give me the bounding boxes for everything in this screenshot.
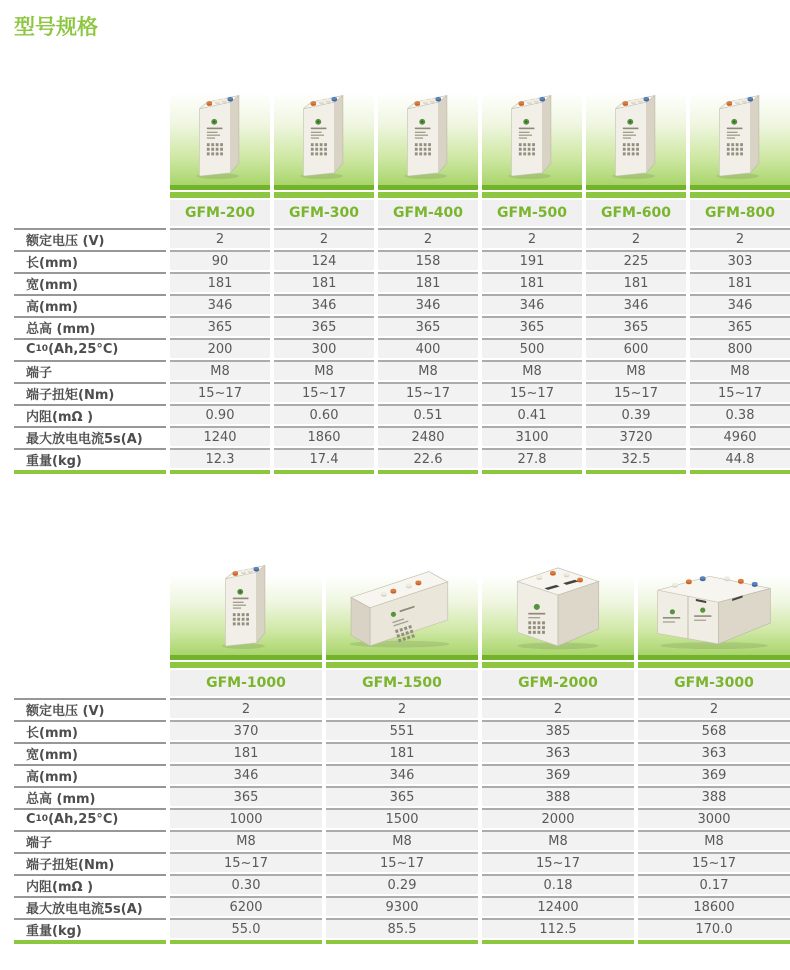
model-name: GFM-500	[482, 200, 582, 226]
cell-value: 365	[170, 316, 270, 336]
cell-value: 181	[586, 272, 686, 292]
cell-value: 363	[482, 742, 634, 762]
cell-value: 1500	[326, 808, 478, 828]
cell-value: 0.18	[482, 874, 634, 894]
battery-row	[14, 56, 790, 190]
cell-value: 346	[482, 294, 582, 314]
cell-value: 2	[170, 228, 270, 248]
cell-value: 2	[378, 228, 478, 248]
cell-value: 22.6	[378, 448, 478, 468]
cell-value: 181	[274, 272, 374, 292]
spec-table-2	[14, 542, 790, 944]
battery-backdrop-strip	[638, 655, 790, 660]
bottom-bar	[378, 470, 478, 474]
battery-image-gfm-600	[586, 56, 686, 190]
cell-value: 0.60	[274, 404, 374, 424]
bottom-bar	[482, 940, 634, 944]
battery-image-gfm-3000	[638, 542, 790, 660]
cell-value: 370	[170, 720, 322, 740]
cell-value: 6200	[170, 896, 322, 916]
row-label: 长(mm)	[14, 720, 166, 740]
row-label: C 10 (Ah,25°C)	[14, 808, 166, 828]
header-accent-bar	[326, 662, 478, 668]
cell-value: 365	[482, 316, 582, 336]
cell-value: 388	[482, 786, 634, 806]
cell-value: 365	[274, 316, 374, 336]
battery-backdrop-strip	[378, 185, 478, 190]
cell-value: 181	[326, 742, 478, 762]
cell-value: 3000	[638, 808, 790, 828]
row-label: 总高 (mm)	[14, 316, 166, 336]
row-label: 最大放电电流5s(A)	[14, 426, 166, 446]
model-name: GFM-400	[378, 200, 478, 226]
table-row	[14, 874, 790, 894]
cell-value: 15~17	[326, 852, 478, 872]
cell-value: 55.0	[170, 918, 322, 938]
table-row	[14, 360, 790, 380]
battery-image-gfm-1500	[326, 542, 478, 660]
cell-value: 800	[690, 338, 790, 358]
cell-value: 2	[690, 228, 790, 248]
cell-value: 365	[586, 316, 686, 336]
cell-value: 225	[586, 250, 686, 270]
cell-value: 2000	[482, 808, 634, 828]
battery-image-gfm-200	[170, 56, 270, 190]
cell-value: 0.51	[378, 404, 478, 424]
cell-value: 2	[586, 228, 686, 248]
cell-value: 500	[482, 338, 582, 358]
row-label: 长(mm)	[14, 250, 166, 270]
table-row	[14, 382, 790, 402]
table-bottom-bars	[14, 940, 790, 944]
cell-value: 181	[170, 742, 322, 762]
bottom-bar	[14, 470, 166, 474]
column-header-gfm-2000	[482, 662, 634, 696]
header-spacer	[14, 662, 166, 696]
cell-value: 346	[326, 764, 478, 784]
cell-value: 400	[378, 338, 478, 358]
cell-value: 600	[586, 338, 686, 358]
battery-backdrop-strip	[274, 185, 374, 190]
cell-value: 191	[482, 250, 582, 270]
cell-value: M8	[326, 830, 478, 850]
cell-value: 346	[586, 294, 686, 314]
battery-image-gfm-2000	[482, 542, 634, 660]
battery-backdrop-strip	[326, 655, 478, 660]
row-label: 端子	[14, 360, 166, 380]
header-accent-bar	[170, 192, 270, 198]
cell-value: 124	[274, 250, 374, 270]
cell-value: 3720	[586, 426, 686, 446]
cell-value: 18600	[638, 896, 790, 916]
battery-image-gfm-300	[274, 56, 374, 190]
cell-value: 90	[170, 250, 270, 270]
spec-table-1	[14, 56, 790, 474]
cell-value: 369	[638, 764, 790, 784]
cell-value: 0.29	[326, 874, 478, 894]
column-header-gfm-600	[586, 192, 686, 226]
model-header-row	[14, 662, 790, 696]
header-accent-bar	[690, 192, 790, 198]
cell-value: 346	[274, 294, 374, 314]
model-name: GFM-800	[690, 200, 790, 226]
cell-value: 365	[326, 786, 478, 806]
cell-value: M8	[378, 360, 478, 380]
table-row	[14, 852, 790, 872]
cell-value: 300	[274, 338, 374, 358]
cell-value: 15~17	[586, 382, 686, 402]
cell-value: 0.17	[638, 874, 790, 894]
battery-tall-icon	[399, 84, 457, 181]
battery-tall-icon	[191, 84, 249, 181]
model-name: GFM-2000	[482, 670, 634, 696]
cell-value: M8	[170, 830, 322, 850]
table-row	[14, 896, 790, 916]
bottom-bar	[170, 470, 270, 474]
row-label: 内阻(mΩ )	[14, 404, 166, 424]
model-name: GFM-1000	[170, 670, 322, 696]
cell-value: 200	[170, 338, 270, 358]
row-label: 端子扭矩(Nm)	[14, 852, 166, 872]
cell-value: 112.5	[482, 918, 634, 938]
model-name: GFM-200	[170, 200, 270, 226]
cell-value: 346	[170, 764, 322, 784]
cell-value: 1000	[170, 808, 322, 828]
cell-value: 15~17	[690, 382, 790, 402]
cell-value: 15~17	[482, 382, 582, 402]
battery-tall-icon	[711, 84, 769, 181]
table-row	[14, 764, 790, 784]
model-name: GFM-3000	[638, 670, 790, 696]
cell-value: 12.3	[170, 448, 270, 468]
header-accent-bar	[482, 662, 634, 668]
cell-value: 1240	[170, 426, 270, 446]
table-row	[14, 272, 790, 292]
battery-tall-icon	[503, 84, 561, 181]
row-label: 宽(mm)	[14, 272, 166, 292]
battery-wide-icon	[649, 564, 779, 651]
cell-value: 44.8	[690, 448, 790, 468]
model-name: GFM-300	[274, 200, 374, 226]
table-row	[14, 338, 790, 358]
header-accent-bar	[482, 192, 582, 198]
row-label: 重量(kg)	[14, 918, 166, 938]
battery-backdrop-strip	[170, 185, 270, 190]
cell-value: 388	[638, 786, 790, 806]
cell-value: 365	[378, 316, 478, 336]
header-accent-bar	[638, 662, 790, 668]
cell-value: M8	[690, 360, 790, 380]
row-label: 宽(mm)	[14, 742, 166, 762]
battery-row-spacer	[14, 56, 166, 190]
cell-value: 181	[690, 272, 790, 292]
model-name: GFM-600	[586, 200, 686, 226]
cell-value: 181	[378, 272, 478, 292]
cell-value: M8	[482, 360, 582, 380]
row-label: 额定电压 (V)	[14, 698, 166, 718]
cell-value: 0.90	[170, 404, 270, 424]
battery-backdrop-strip	[690, 185, 790, 190]
cell-value: 3100	[482, 426, 582, 446]
row-label: 额定电压 (V)	[14, 228, 166, 248]
bottom-bar	[326, 940, 478, 944]
table-row	[14, 830, 790, 850]
cell-value: 15~17	[638, 852, 790, 872]
table-row	[14, 918, 790, 938]
battery-row-spacer	[14, 542, 166, 660]
battery-image-gfm-1000	[170, 542, 322, 660]
battery-backdrop-strip	[482, 185, 582, 190]
column-header-gfm-1500	[326, 662, 478, 696]
cell-value: 181	[482, 272, 582, 292]
table-row	[14, 808, 790, 828]
cell-value: 365	[170, 786, 322, 806]
battery-tall-icon	[607, 84, 665, 181]
cell-value: 32.5	[586, 448, 686, 468]
table-row	[14, 250, 790, 270]
bottom-bar	[274, 470, 374, 474]
cell-value: M8	[482, 830, 634, 850]
table-row	[14, 228, 790, 248]
battery-tall-icon	[217, 554, 275, 651]
cell-value: 2	[482, 228, 582, 248]
battery-image-gfm-800	[690, 56, 790, 190]
cell-value: 346	[690, 294, 790, 314]
table-row	[14, 742, 790, 762]
model-name: GFM-1500	[326, 670, 478, 696]
cell-value: 2	[274, 228, 374, 248]
battery-row	[14, 542, 790, 660]
header-accent-bar	[586, 192, 686, 198]
bottom-bar	[170, 940, 322, 944]
cell-value: 85.5	[326, 918, 478, 938]
cell-value: 4960	[690, 426, 790, 446]
cell-value: 27.8	[482, 448, 582, 468]
column-header-gfm-300	[274, 192, 374, 226]
cell-value: 0.39	[586, 404, 686, 424]
cell-value: 303	[690, 250, 790, 270]
cell-value: 15~17	[170, 382, 270, 402]
column-header-gfm-400	[378, 192, 478, 226]
battery-long-icon	[337, 556, 467, 651]
cell-value: 1860	[274, 426, 374, 446]
bottom-bar	[586, 470, 686, 474]
cell-value: 12400	[482, 896, 634, 916]
cell-value: 170.0	[638, 918, 790, 938]
table-bottom-bars	[14, 470, 790, 474]
cell-value: 158	[378, 250, 478, 270]
cell-value: 9300	[326, 896, 478, 916]
cell-value: 369	[482, 764, 634, 784]
header-accent-bar	[170, 662, 322, 668]
table-gap	[0, 474, 790, 526]
row-label: 重量(kg)	[14, 448, 166, 468]
cell-value: 2480	[378, 426, 478, 446]
column-header-gfm-3000	[638, 662, 790, 696]
row-label: 端子扭矩(Nm)	[14, 382, 166, 402]
bottom-bar	[14, 940, 166, 944]
row-label: 高(mm)	[14, 294, 166, 314]
table-row	[14, 720, 790, 740]
column-header-gfm-200	[170, 192, 270, 226]
header-accent-bar	[274, 192, 374, 198]
battery-tall-icon	[295, 84, 353, 181]
cell-value: 551	[326, 720, 478, 740]
header-spacer	[14, 192, 166, 226]
bottom-bar	[482, 470, 582, 474]
cell-value: 2	[170, 698, 322, 718]
cell-value: 17.4	[274, 448, 374, 468]
cell-value: 15~17	[274, 382, 374, 402]
battery-image-gfm-400	[378, 56, 478, 190]
cell-value: 2	[326, 698, 478, 718]
column-header-gfm-1000	[170, 662, 322, 696]
model-header-row	[14, 192, 790, 226]
battery-backdrop-strip	[586, 185, 686, 190]
cell-value: 385	[482, 720, 634, 740]
cell-value: 346	[170, 294, 270, 314]
table-row	[14, 698, 790, 718]
row-label: 最大放电电流5s(A)	[14, 896, 166, 916]
table-row	[14, 448, 790, 468]
row-label: C 10 (Ah,25°C)	[14, 338, 166, 358]
row-label: 总高 (mm)	[14, 786, 166, 806]
cell-value: 0.41	[482, 404, 582, 424]
cell-value: 2	[482, 698, 634, 718]
table-row	[14, 786, 790, 806]
header-accent-bar	[378, 192, 478, 198]
battery-image-gfm-500	[482, 56, 582, 190]
table-row	[14, 426, 790, 446]
cell-value: M8	[586, 360, 686, 380]
cell-value: 0.38	[690, 404, 790, 424]
table-row	[14, 294, 790, 314]
battery-backdrop-strip	[482, 655, 634, 660]
table-row	[14, 316, 790, 336]
battery-cube-icon	[507, 556, 609, 651]
bottom-bar	[638, 940, 790, 944]
cell-value: 346	[378, 294, 478, 314]
cell-value: 363	[638, 742, 790, 762]
page-title: 型号规格	[14, 15, 98, 39]
column-header-gfm-500	[482, 192, 582, 226]
cell-value: 15~17	[378, 382, 478, 402]
cell-value: 0.30	[170, 874, 322, 894]
table-row	[14, 404, 790, 424]
row-label: 端子	[14, 830, 166, 850]
row-label: 高(mm)	[14, 764, 166, 784]
row-label: 内阻(mΩ )	[14, 874, 166, 894]
cell-value: M8	[638, 830, 790, 850]
cell-value: 181	[170, 272, 270, 292]
cell-value: 365	[690, 316, 790, 336]
cell-value: 568	[638, 720, 790, 740]
cell-value: 15~17	[170, 852, 322, 872]
column-header-gfm-800	[690, 192, 790, 226]
cell-value: 2	[638, 698, 790, 718]
cell-value: M8	[274, 360, 374, 380]
battery-backdrop-strip	[170, 655, 322, 660]
cell-value: 15~17	[482, 852, 634, 872]
cell-value: M8	[170, 360, 270, 380]
bottom-bar	[690, 470, 790, 474]
